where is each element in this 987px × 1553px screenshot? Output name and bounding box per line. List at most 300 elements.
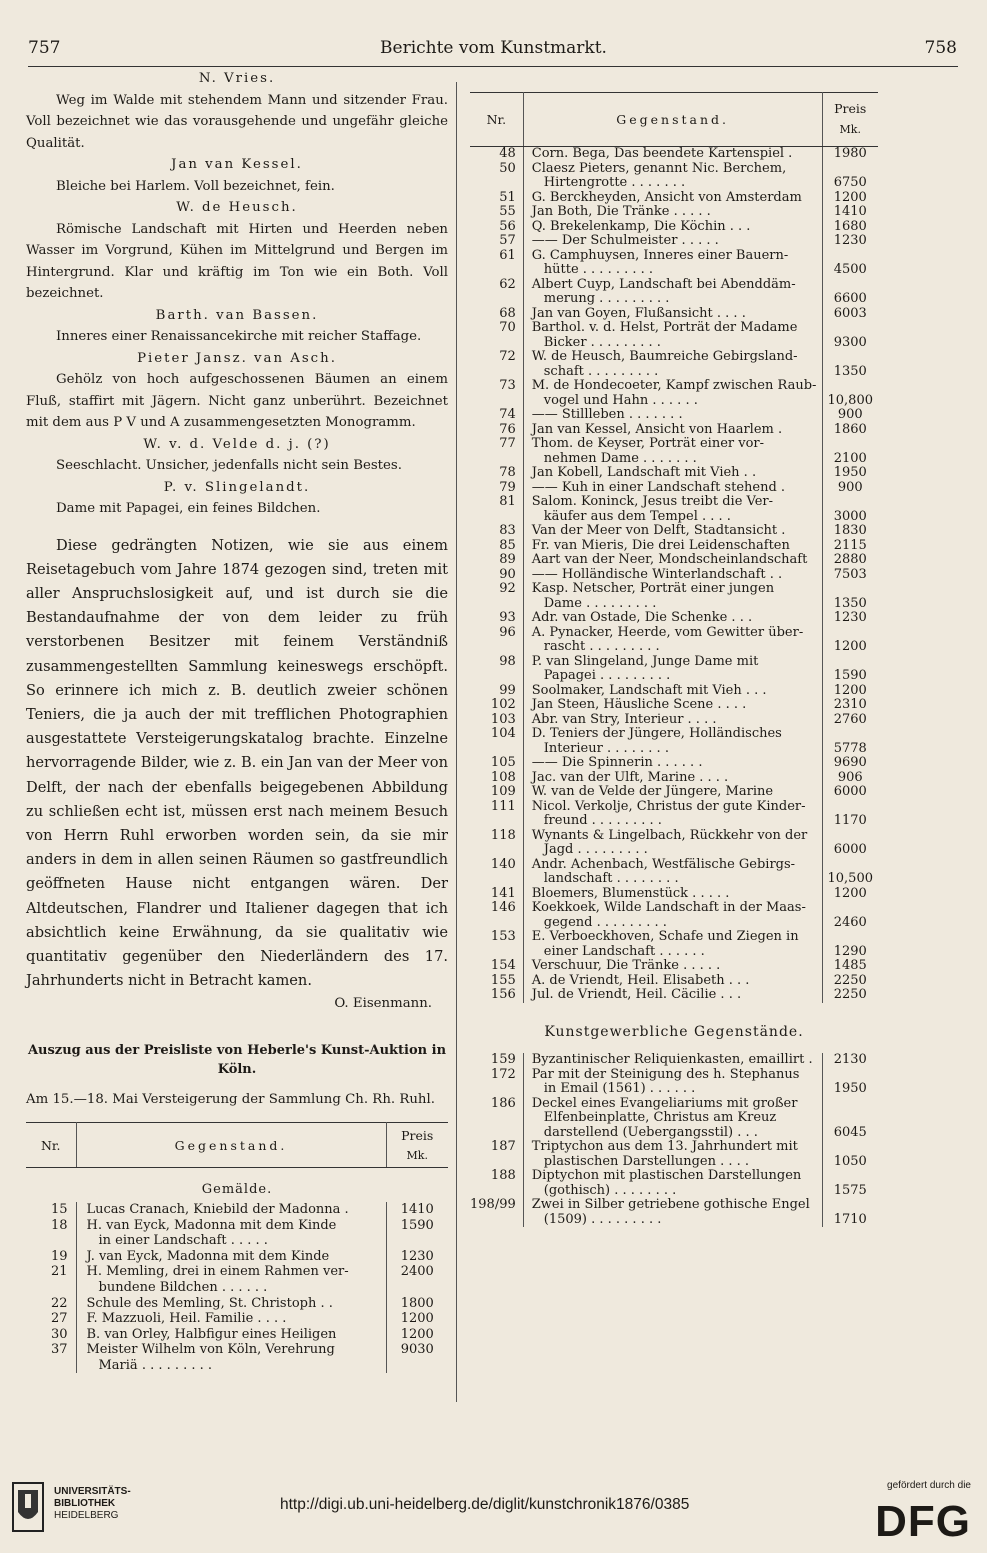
item-number: 102: [470, 698, 523, 713]
description-line: Zwei in Silber getriebene gothische Engel: [531, 1197, 810, 1212]
item-number: 79: [470, 481, 523, 496]
table-row: [26, 1249, 448, 1265]
item-price: 906: [837, 769, 863, 785]
item-price: 900: [837, 479, 863, 495]
item-number: 83: [470, 524, 523, 539]
description-line: Mariä . . . . . . . . .: [98, 1357, 213, 1373]
table-row: [470, 568, 878, 583]
description-line: (gothisch) . . . . . . . .: [543, 1182, 677, 1198]
table-row: [470, 713, 878, 728]
item-number: 85: [470, 539, 523, 554]
right-page-number: 758: [924, 38, 957, 58]
table-row: [470, 1053, 878, 1068]
description-line: D. Teniers der Jüngere, Holländisches: [531, 726, 782, 741]
item-number: 187: [470, 1140, 523, 1169]
item-description: [523, 930, 822, 959]
item-price: 1350: [833, 595, 867, 611]
item-price: 1050: [833, 1153, 867, 1169]
table-row: [470, 481, 878, 496]
table-row: [470, 771, 878, 786]
item-description: [523, 205, 822, 220]
right-price-table: [470, 92, 878, 1227]
item-number: 19: [26, 1249, 76, 1265]
author-signature: O. Eisenmann.: [334, 996, 432, 1012]
item-description: [523, 350, 822, 379]
item-price: 1590: [400, 1217, 434, 1233]
description-line: Jul. de Vriendt, Heil. Cäcilie . . .: [531, 987, 742, 1002]
item-number: 198/99: [470, 1198, 523, 1227]
table-row: [470, 205, 878, 220]
item-description: [523, 582, 822, 611]
item-price: 10,500: [827, 871, 873, 886]
table-row: [26, 1342, 448, 1373]
description-line: Jagd . . . . . . . . .: [543, 842, 648, 857]
item-number: 72: [470, 350, 523, 379]
description-line: Andr. Achenbach, Westfälische Gebirgs-: [531, 856, 796, 872]
item-price: 2460: [833, 914, 867, 930]
item-number: 156: [470, 988, 523, 1003]
item-description: [523, 220, 822, 235]
item-number: 21: [26, 1264, 76, 1295]
description-line: merung . . . . . . . . .: [543, 291, 670, 306]
item-number: 92: [470, 582, 523, 611]
item-description: [523, 1198, 822, 1227]
item-number: 172: [470, 1068, 523, 1097]
artwork-note: Inneres einer Renaissancekirche mit reicher Staffage.: [56, 329, 422, 344]
item-number: 51: [470, 191, 523, 206]
item-price: 1575: [833, 1182, 867, 1198]
description-line: Koekkoek, Wilde Landschaft in der Maas-: [531, 900, 806, 915]
item-description: [523, 321, 822, 350]
table-row: [26, 1218, 448, 1249]
table-row: [470, 539, 878, 554]
item-price: 2100: [833, 450, 867, 466]
item-description: [523, 887, 822, 902]
description-line: —— Holländische Winterlandschaft . .: [531, 566, 783, 582]
table-row: [470, 408, 878, 423]
description-line: freund . . . . . . . . .: [543, 813, 662, 828]
item-description: [523, 611, 822, 626]
item-number: 188: [470, 1169, 523, 1198]
table-row: [470, 524, 878, 539]
description-line: Wynants & Lingelbach, Rückkehr von der: [531, 827, 808, 843]
description-line: Par mit der Steinigung des h. Stephanus: [531, 1066, 800, 1082]
table-row: [470, 495, 878, 524]
item-description: [76, 1218, 386, 1249]
item-description: [523, 727, 822, 756]
item-number: 81: [470, 495, 523, 524]
item-price: 1230: [833, 610, 867, 625]
col-header-gegenstand: Gegenstand.: [76, 1123, 386, 1168]
item-description: [523, 901, 822, 930]
table-row: [470, 684, 878, 699]
item-price: 9300: [833, 334, 867, 350]
description-line: Claesz Pieters, genannt Nic. Berchem,: [531, 160, 787, 176]
item-number: 30: [26, 1327, 76, 1343]
item-number: 153: [470, 930, 523, 959]
item-price: 6045: [833, 1124, 867, 1140]
description-line: —— Der Schulmeister . . . . .: [531, 233, 719, 248]
artist-name: W. v. d. Velde d. j. (?): [143, 436, 331, 452]
table-row: [470, 379, 878, 408]
description-line: Hirtengrotte . . . . . . .: [543, 175, 686, 190]
description-line: plastischen Darstellungen . . . .: [543, 1153, 750, 1169]
item-description: [523, 568, 822, 583]
table-row: [470, 423, 878, 438]
item-number: 146: [470, 901, 523, 930]
table-row: [470, 800, 878, 829]
artwork-note: Bleiche bei Harlem. Voll bezeichnet, fein.: [56, 178, 335, 194]
artwork-note: Weg im Walde mit stehendem Mann und sitzender Frau. Voll bezeichnet wie das vorausgehende und ungefähr gleiche Qualität.: [26, 92, 448, 151]
item-number: 37: [26, 1342, 76, 1373]
item-description: [523, 379, 822, 408]
item-description: [523, 408, 822, 423]
description-line: Jan van Kessel, Ansicht von Haarlem .: [531, 421, 783, 437]
description-line: E. Verboeckhoven, Schafe und Ziegen in: [531, 929, 799, 944]
description-line: —— Stillleben . . . . . . .: [531, 407, 683, 422]
table-row: [26, 1264, 448, 1295]
table-row: [470, 959, 878, 974]
col-header-nr: Nr.: [470, 93, 523, 147]
description-line: gegend . . . . . . . . .: [543, 914, 667, 930]
item-description: [76, 1202, 386, 1218]
description-line: Jan van Goyen, Flußansicht . . . .: [531, 305, 746, 321]
item-number: 77: [470, 437, 523, 466]
item-number: 154: [470, 959, 523, 974]
item-price: 1980: [833, 146, 867, 161]
item-price: 2250: [833, 972, 867, 988]
item-price: 1200: [400, 1326, 434, 1342]
item-price: 1200: [400, 1311, 434, 1327]
description-line: Abr. van Stry, Interieur . . . .: [531, 711, 717, 727]
description-line: rascht . . . . . . . . .: [543, 639, 660, 654]
table-row: [26, 1311, 448, 1327]
description-line: Jan Steen, Häusliche Scene . . . .: [531, 697, 747, 712]
table-row: [470, 626, 878, 655]
table-row: [470, 466, 878, 481]
running-header: Berichte vom Kunstmarkt.: [380, 38, 607, 58]
description-line: bundene Bildchen . . . . . .: [98, 1279, 268, 1295]
item-price: 2880: [833, 552, 867, 567]
item-price: 5778: [833, 740, 867, 756]
item-number: 27: [26, 1311, 76, 1327]
item-description: [523, 698, 822, 713]
description-line: Soolmaker, Landschaft mit Vieh . . .: [531, 682, 767, 698]
description-line: G. Berckheyden, Ansicht von Amsterdam: [531, 189, 802, 205]
item-number: 73: [470, 379, 523, 408]
source-url[interactable]: http://digi.ub.uni-heidelberg.de/diglit/kunstchronik1876/0385: [280, 1496, 690, 1513]
item-number: 159: [470, 1053, 523, 1068]
description-line: Deckel eines Evangeliariums mit großer: [531, 1095, 798, 1111]
item-price: 2115: [833, 537, 867, 553]
item-description: [523, 1140, 822, 1169]
table-row: [470, 220, 878, 235]
item-description: [523, 423, 822, 438]
description-line: Jac. van der Ulft, Marine . . . .: [531, 769, 729, 785]
description-line: F. Mazzuoli, Heil. Familie . . . .: [86, 1311, 287, 1327]
item-price: 1590: [833, 668, 867, 683]
description-line: Nicol. Verkolje, Christus der gute Kinder-: [531, 798, 806, 814]
item-price: 2130: [833, 1052, 867, 1067]
item-price: 10,800: [827, 392, 873, 408]
table-row: [470, 234, 878, 249]
description-line: W. de Heusch, Baumreiche Gebirgsland-: [531, 349, 798, 364]
left-page-number: 757: [28, 38, 61, 58]
description-line: B. van Orley, Halbfigur eines Heiligen: [86, 1326, 337, 1342]
table-row: [470, 727, 878, 756]
description-line: H. van Eyck, Madonna mit dem Kinde: [86, 1217, 337, 1233]
left-column: [26, 68, 448, 1373]
item-description: [523, 655, 822, 684]
item-price: 1200: [833, 639, 867, 654]
item-price: 9030: [400, 1342, 434, 1358]
item-number: 186: [470, 1097, 523, 1141]
artwork-note: Gehölz von hoch aufgeschossenen Bäumen an einem Fluß, staffirt mit Jägern. Nicht ganz unberührt. Bezeichnet mit dem aus P V und A zusammengesetzten Monogramm.: [26, 372, 448, 430]
item-description: [523, 249, 822, 278]
item-price: 3000: [833, 508, 867, 524]
item-description: [76, 1296, 386, 1312]
item-price: 4500: [833, 262, 867, 277]
item-number: 62: [470, 278, 523, 307]
description-line: Barthol. v. d. Helst, Porträt der Madame: [531, 320, 798, 335]
item-description: [523, 437, 822, 466]
item-description: [523, 684, 822, 699]
artist-name: P. v. Slingelandt.: [163, 479, 311, 495]
item-number: 74: [470, 408, 523, 423]
artwork-note: Seeschlacht. Unsicher, jedenfalls nicht sein Bestes.: [56, 458, 402, 473]
section-gemaelde: Gemälde.: [201, 1182, 273, 1198]
auction-heading: Auszug aus der Preisliste von Heberle's Kunst-Auktion in Köln.: [27, 1042, 447, 1077]
col-header-nr: Nr.: [26, 1123, 76, 1168]
description-line: J. van Eyck, Madonna mit dem Kinde: [86, 1248, 330, 1264]
item-price: 1200: [833, 189, 867, 205]
table-row: [470, 655, 878, 684]
item-description: [523, 539, 822, 554]
item-description: [523, 626, 822, 655]
description-line: Schule des Memling, St. Christoph . .: [86, 1295, 333, 1311]
item-number: 109: [470, 785, 523, 800]
left-price-table: [26, 1122, 448, 1373]
item-price: 1485: [833, 958, 867, 973]
item-price: 1860: [833, 421, 867, 437]
table-row: [470, 988, 878, 1003]
item-price: 2310: [833, 697, 867, 712]
item-description: [76, 1342, 386, 1373]
item-description: [523, 1097, 822, 1141]
item-number: 90: [470, 568, 523, 583]
description-line: Bicker . . . . . . . . .: [543, 334, 661, 350]
item-price: 1290: [833, 943, 867, 959]
description-line: P. van Slingeland, Junge Dame mit: [531, 653, 759, 669]
artist-notes: [26, 68, 448, 520]
description-line: A. Pynacker, Heerde, vom Gewitter über-: [531, 624, 804, 640]
item-price: 1950: [833, 1081, 867, 1096]
item-price: 1230: [833, 233, 867, 248]
description-line: Jan Kobell, Landschaft mit Vieh . .: [531, 465, 757, 480]
item-price: 2250: [833, 987, 867, 1002]
item-price: 9690: [833, 755, 867, 770]
artist-name: Pieter Jansz. van Asch.: [137, 350, 337, 366]
item-number: 99: [470, 684, 523, 699]
table-row: [470, 1068, 878, 1097]
artist-name: W. de Heusch.: [176, 200, 298, 215]
item-number: 141: [470, 887, 523, 902]
sponsor-label: gefördert durch die: [887, 1480, 971, 1491]
item-description: [76, 1264, 386, 1295]
artist-name: Barth. van Bassen.: [155, 307, 319, 323]
description-line: Fr. van Mieris, Die drei Leidenschaften: [531, 537, 790, 553]
table-row: [470, 1097, 878, 1141]
table-row: [470, 1169, 878, 1198]
artwork-note: Dame mit Papagei, ein feines Bildchen.: [56, 501, 321, 516]
item-number: 76: [470, 423, 523, 438]
item-number: 111: [470, 800, 523, 829]
artwork-note: Römische Landschaft mit Hirten und Heerden neben Wasser im Vorgrund, Kühen im Mittelgrund und Bergen im Hintergrund. Klar und kräftig im Ton wie ein Both. Voll bezeichnet.: [26, 221, 448, 301]
description-line: Interieur . . . . . . . .: [543, 740, 669, 756]
item-number: 89: [470, 553, 523, 568]
table-row: [470, 611, 878, 626]
description-line: hütte . . . . . . . . .: [543, 262, 654, 277]
item-number: 118: [470, 829, 523, 858]
item-number: 140: [470, 858, 523, 887]
table-row: [470, 930, 878, 959]
item-number: 18: [26, 1218, 76, 1249]
item-price: 2760: [833, 711, 867, 727]
university-seal-icon: [12, 1482, 44, 1532]
item-number: 93: [470, 611, 523, 626]
column-divider: [456, 82, 457, 1402]
item-number: 96: [470, 626, 523, 655]
section-kunstgewerbe: Kunstgewerbliche Gegenstände.: [544, 1023, 804, 1040]
item-description: [523, 959, 822, 974]
description-line: Dame . . . . . . . . .: [543, 595, 657, 611]
table-row: [470, 162, 878, 191]
item-number: 48: [470, 147, 523, 162]
description-line: Van der Meer von Delft, Stadtansicht .: [531, 523, 786, 538]
item-description: [523, 1169, 822, 1198]
table-row: [470, 147, 878, 162]
item-number: 103: [470, 713, 523, 728]
item-number: 155: [470, 974, 523, 989]
table-row: [470, 350, 878, 379]
table-row: [470, 756, 878, 771]
description-line: —— Kuh in einer Landschaft stehend .: [531, 479, 786, 495]
description-line: H. Memling, drei in einem Rahmen ver-: [86, 1264, 349, 1280]
item-number: 57: [470, 234, 523, 249]
item-price: 1680: [833, 218, 867, 234]
item-description: [523, 278, 822, 307]
description-line: vogel und Hahn . . . . . .: [543, 392, 698, 408]
description-line: Kasp. Netscher, Porträt einer jungen: [531, 581, 775, 596]
description-line: Aart van der Neer, Mondscheinlandschaft: [531, 552, 808, 567]
description-line: Elfenbeinplatte, Christus am Kreuz: [543, 1110, 777, 1125]
item-price: 1710: [833, 1211, 867, 1227]
item-description: [523, 829, 822, 858]
item-description: [523, 307, 822, 322]
item-price: 6000: [833, 784, 867, 799]
item-description: [523, 800, 822, 829]
item-price: 1230: [400, 1248, 434, 1264]
description-line: A. de Vriendt, Heil. Elisabeth . . .: [531, 972, 750, 988]
description-line: Triptychon aus dem 13. Jahrhundert mit: [531, 1139, 798, 1154]
description-line: Thom. de Keyser, Porträt einer vor-: [531, 436, 765, 451]
col-header-preis: Preis Mk.: [822, 93, 878, 147]
item-description: [523, 1068, 822, 1097]
item-price: 6003: [833, 305, 867, 321]
item-number: 70: [470, 321, 523, 350]
table-row: [470, 698, 878, 713]
table-row: [470, 437, 878, 466]
table-row: [26, 1296, 448, 1312]
table-row: [470, 582, 878, 611]
item-price: 1200: [833, 885, 867, 901]
header-rule: [28, 66, 958, 67]
description-line: käufer aus dem Tempel . . . .: [543, 508, 731, 524]
table-row: [470, 887, 878, 902]
description-line: —— Die Spinnerin . . . . . .: [531, 755, 703, 770]
item-number: 22: [26, 1296, 76, 1312]
footer: [0, 1466, 987, 1553]
description-line: schaft . . . . . . . . .: [543, 363, 659, 379]
item-price: 900: [837, 407, 863, 422]
item-price: 1950: [833, 465, 867, 480]
col-header-gegenstand: Gegenstand.: [523, 93, 822, 147]
description-line: M. de Hondecoeter, Kampf zwischen Raub-: [531, 378, 817, 393]
artist-name: N. Vries.: [198, 71, 276, 86]
item-description: [523, 524, 822, 539]
table-row: [26, 1327, 448, 1343]
item-number: 56: [470, 220, 523, 235]
table-row: [470, 858, 878, 887]
description-line: Albert Cuyp, Landschaft bei Abenddäm-: [531, 276, 796, 292]
description-line: (1509) . . . . . . . . .: [543, 1211, 662, 1227]
description-line: Salom. Koninck, Jesus treibt die Ver-: [531, 494, 774, 509]
description-line: Corn. Bega, Das beendete Kartenspiel .: [531, 146, 793, 161]
description-line: W. van de Velde der Jüngere, Marine: [531, 784, 774, 799]
auction-line: Am 15.—18. Mai Versteigerung der Sammlung Ch. Rh. Ruhl.: [26, 1091, 435, 1107]
description-line: in einer Landschaft . . . . .: [98, 1233, 268, 1249]
table-row: [470, 553, 878, 568]
item-price: 1800: [400, 1295, 434, 1311]
item-price: 1200: [833, 682, 867, 698]
description-line: Adr. van Ostade, Die Schenke . . .: [531, 610, 753, 625]
item-description: [76, 1311, 386, 1327]
description-line: darstellend (Uebergangsstil) . . .: [543, 1124, 758, 1140]
table-row: [470, 278, 878, 307]
table-row: [470, 829, 878, 858]
description-line: Diptychon mit plastischen Darstellungen: [531, 1168, 802, 1183]
item-number: 15: [26, 1202, 76, 1218]
item-number: 108: [470, 771, 523, 786]
item-number: 50: [470, 162, 523, 191]
col-header-preis: Preis Mk.: [386, 1123, 448, 1168]
item-price: 1410: [833, 204, 867, 219]
table-row: [470, 191, 878, 206]
table-row: [470, 1198, 878, 1227]
description-line: in Email (1561) . . . . . .: [543, 1081, 696, 1096]
item-description: [523, 191, 822, 206]
item-description: [76, 1249, 386, 1265]
description-line: Jan Both, Die Tränke . . . . .: [531, 204, 711, 219]
item-description: [523, 785, 822, 800]
item-number: 104: [470, 727, 523, 756]
item-price: 6750: [833, 175, 867, 190]
item-description: [523, 466, 822, 481]
item-number: 61: [470, 249, 523, 278]
item-description: [76, 1327, 386, 1343]
item-description: [523, 756, 822, 771]
item-description: [523, 771, 822, 786]
